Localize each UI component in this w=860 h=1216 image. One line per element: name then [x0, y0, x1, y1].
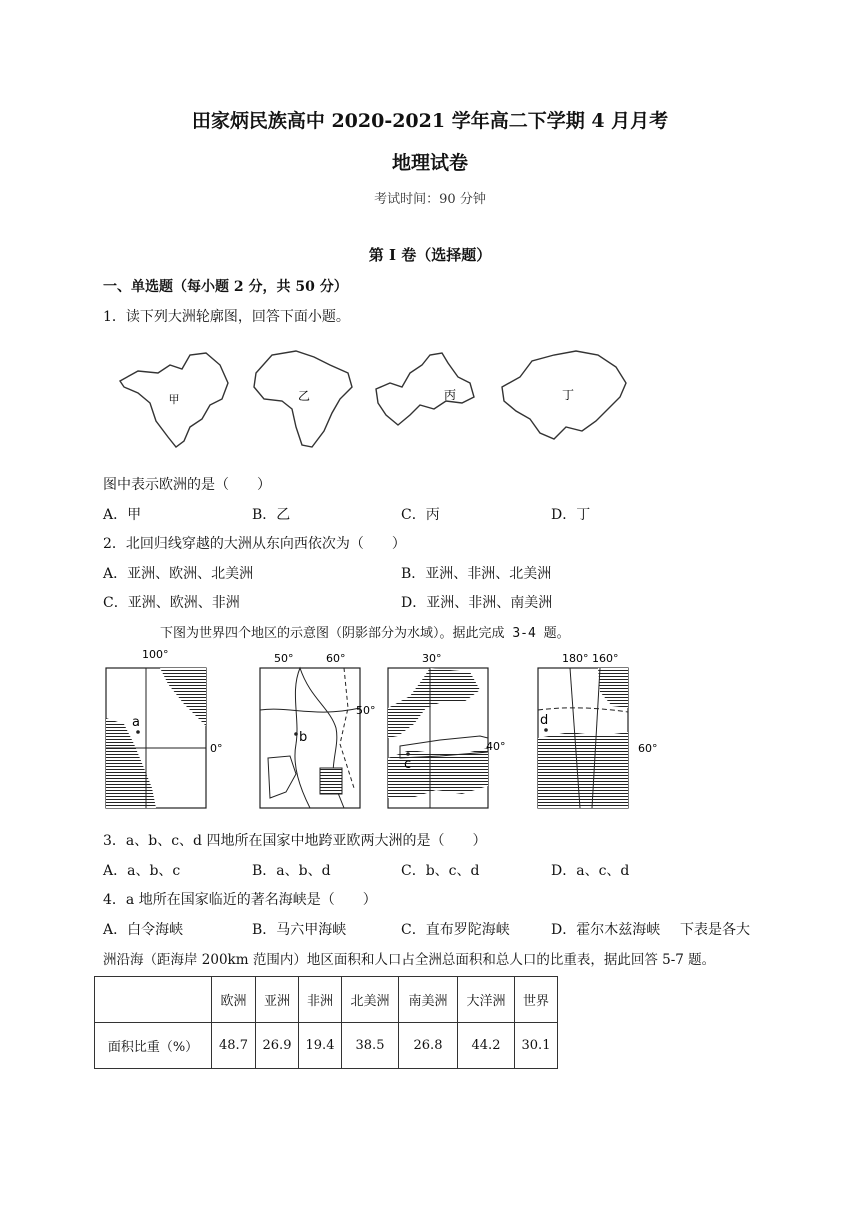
map-2-latitude: 50° [356, 704, 376, 717]
map-3-point: c [404, 757, 412, 772]
q57-intro-start: 下表是各大 [680, 922, 750, 938]
q1-option-c: C．丙 [401, 507, 440, 523]
table-header-cell: 亚洲 [256, 977, 299, 1023]
table-cell: 26.9 [256, 1023, 299, 1069]
q3-option-c: C．b、c、d [401, 863, 480, 879]
q4-option-d: D．霍尔木兹海峡 [551, 922, 661, 938]
q4-option-c: C．直布罗陀海峡 [401, 922, 510, 938]
table-header-cell: 世界 [515, 977, 558, 1023]
region-maps-figure [100, 648, 680, 813]
table-cell: 48.7 [212, 1023, 256, 1069]
q2-option-d: D．亚洲、非洲、南美洲 [401, 595, 553, 611]
part-title: 第 I 卷（选择题） [368, 246, 492, 264]
q1-stem: 1．读下列大洲轮廓图，回答下面小题。 [103, 309, 350, 325]
table-header-cell: 欧洲 [212, 977, 256, 1023]
europe-outline [376, 353, 474, 425]
map-2-longitude-2: 60° [326, 652, 346, 665]
table-cell: 30.1 [515, 1023, 558, 1069]
map-3 [388, 652, 506, 808]
map-1-longitude: 100° [142, 648, 169, 661]
map-1-latitude: 0° [210, 742, 223, 755]
map-4-longitude: 180° 160° [562, 652, 619, 665]
map-4-point: d [540, 713, 549, 728]
coastal-ratio-table [94, 976, 558, 1069]
map-label-ding: 丁 [561, 388, 575, 402]
map-3-latitude: 40° [486, 740, 506, 753]
table-header-row [95, 977, 558, 1023]
table-header-cell: 北美洲 [342, 977, 399, 1023]
exam-title: 田家炳民族高中 2020-2021 学年高二下学期 4 月月考 [191, 110, 669, 132]
q3-option-b: B．a、b、d [252, 863, 331, 879]
map-1-point: a [132, 715, 140, 730]
exam-time: 考试时间：90 分钟 [374, 192, 486, 207]
map-label-jia: 甲 [168, 393, 180, 406]
q2-option-c: C．亚洲、欧洲、非洲 [103, 595, 240, 611]
map-4 [538, 652, 658, 808]
q2-option-a: A．亚洲、欧洲、北美洲 [103, 566, 254, 582]
exam-subtitle: 地理试卷 [391, 152, 468, 174]
table-row [95, 1023, 558, 1069]
q3-option-d: D．a、c、d [551, 863, 630, 879]
section-heading: 一、单选题（每小题 2 分，共 50 分） [103, 279, 348, 295]
q2-stem: 2．北回归线穿越的大洲从东向西依次为（ ） [103, 536, 406, 552]
q1-option-b: B．乙 [252, 507, 291, 523]
q4-option-b: B．马六甲海峡 [252, 922, 347, 938]
q2-option-b: B．亚洲、非洲、北美洲 [401, 566, 552, 582]
continent-outlines-figure [110, 343, 630, 455]
table-header-cell: 非洲 [299, 977, 342, 1023]
q3-stem: 3．a、b、c、d 四地所在国家中地跨亚欧两大洲的是（ ） [103, 833, 487, 849]
map-1 [106, 648, 223, 808]
map-4-latitude: 60° [638, 742, 658, 755]
table-header-cell [95, 977, 212, 1023]
table-cell: 44.2 [458, 1023, 515, 1069]
q1-option-d: D．丁 [551, 507, 591, 523]
table-cell: 19.4 [299, 1023, 342, 1069]
map-label-yi: 乙 [297, 389, 311, 403]
q1-option-a: A．甲 [103, 507, 142, 523]
table-row-label: 面积比重（%） [95, 1023, 212, 1069]
q4-option-a: A．白令海峡 [103, 922, 184, 938]
map-3-longitude: 30° [422, 652, 442, 665]
q3-option-a: A．a、b、c [103, 863, 181, 879]
map-label-bing: 丙 [443, 388, 457, 402]
q4-stem: 4．a 地所在国家临近的著名海峡是（ ） [103, 892, 377, 908]
table-cell: 38.5 [342, 1023, 399, 1069]
map-2-longitude-1: 50° [274, 652, 294, 665]
map-2-point: b [299, 730, 308, 745]
table-cell: 26.8 [399, 1023, 458, 1069]
table-header-cell: 南美洲 [399, 977, 458, 1023]
table-header-cell: 大洋洲 [458, 977, 515, 1023]
q34-intro: 下图为世界四个地区的示意图（阴影部分为水域）。据此完成 3-4 题。 [160, 626, 570, 641]
q1-ask: 图中表示欧洲的是（ ） [103, 477, 271, 493]
map-2 [260, 652, 376, 808]
q57-intro: 洲沿海（距海岸 200km 范围内）地区面积和人口占全洲总面积和总人口的比重表，据此回答 5-7 题。 [103, 952, 716, 968]
